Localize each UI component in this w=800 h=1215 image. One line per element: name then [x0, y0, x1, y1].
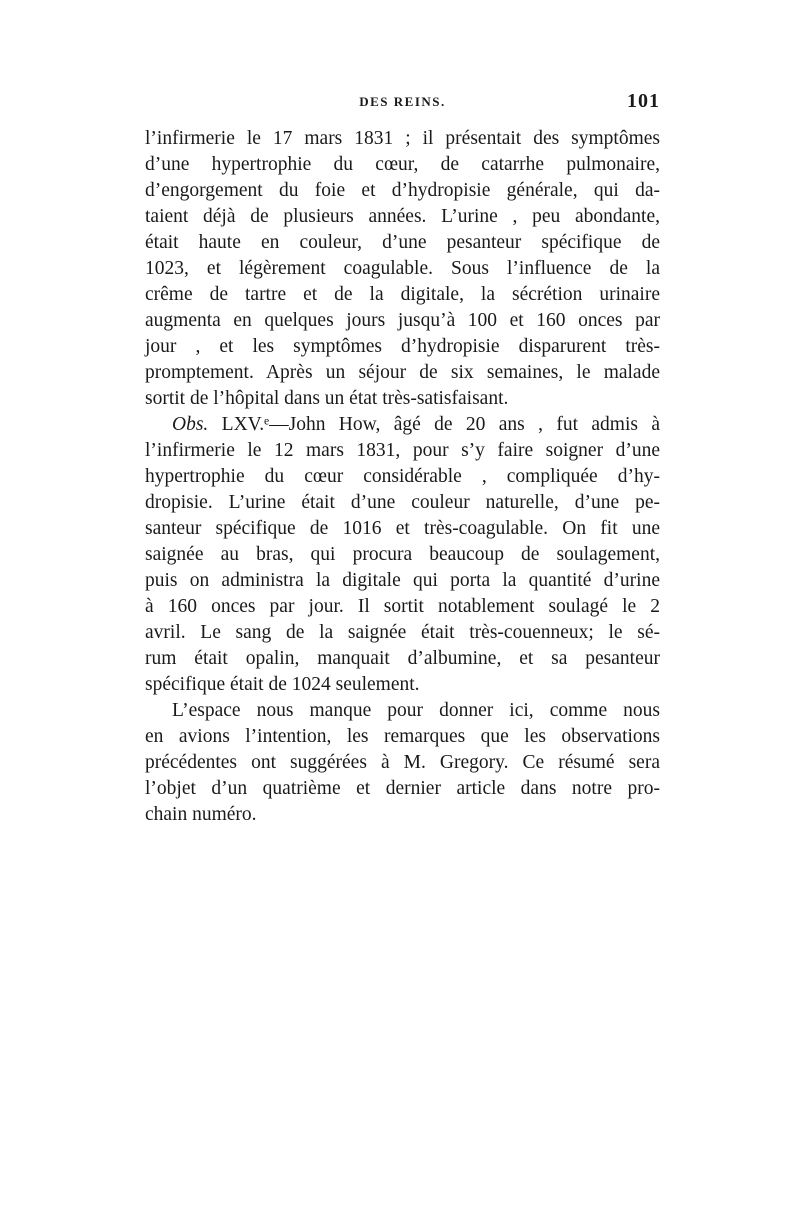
text-line: avril. Le sang de la saignée était très-couenneux; le sé-	[145, 622, 660, 643]
closing-paragraph	[145, 698, 660, 828]
text-line: 1023, et légèrement coagulable. Sous l’influence de la	[145, 258, 660, 279]
text-line: saignée au bras, qui procura beaucoup de soulagement,	[145, 544, 660, 565]
body-text	[145, 126, 660, 828]
paragraph-continued	[145, 126, 660, 412]
observation-lxv	[145, 412, 660, 698]
text-line: puis on administra la digitale qui porta la quantité d’urine	[145, 570, 660, 591]
text-line: promptement. Après un séjour de six semaines, le malade	[145, 362, 660, 383]
text-line: rum était opalin, manquait d’albumine, et sa pesanteur	[145, 648, 660, 669]
text-line: santeur spécifique de 1016 et très-coagulable. On fit une	[145, 518, 660, 539]
obs-label: Obs.	[172, 414, 209, 435]
running-head-title: DES REINS.	[359, 94, 446, 109]
running-head	[145, 90, 660, 116]
page-number: 101	[627, 90, 660, 112]
text-line: était haute en couleur, d’une pesanteur spécifique de	[145, 232, 660, 253]
text-line: sortit de l’hôpital dans un état très-satisfaisant.	[145, 388, 509, 409]
text-line-first	[145, 412, 660, 438]
text-line: augmenta en quelques jours jusqu’à 100 et 160 onces par	[145, 310, 660, 331]
text-line: l’objet d’un quatrième et dernier article dans notre pro-	[145, 778, 660, 799]
text-line: jour , et les symptômes d’hydropisie disparurent très-	[145, 336, 660, 357]
text-line: spécifique était de 1024 seulement.	[145, 674, 420, 695]
text-line: l’infirmerie le 12 mars 1831, pour s’y faire soigner d’une	[145, 440, 660, 461]
text-line: taient déjà de plusieurs années. L’urine , peu abondante,	[145, 206, 660, 227]
text-line: à 160 onces par jour. Il sortit notablement soulagé le 2	[145, 596, 660, 617]
text-line: d’engorgement du foie et d’hydropisie générale, qui da-	[145, 180, 660, 201]
text-line: L’espace nous manque pour donner ici, comme nous	[172, 700, 660, 721]
text-line: crême de tartre et de la digitale, la sécrétion urinaire	[145, 284, 660, 305]
text-line: chain numéro.	[145, 804, 257, 825]
text-line: dropisie. L’urine était d’une couleur naturelle, d’une pe-	[145, 492, 660, 513]
text-line: l’infirmerie le 17 mars 1831 ; il présentait des symptômes	[145, 128, 660, 149]
text-line: précédentes ont suggérées à M. Gregory. Ce résumé sera	[145, 752, 660, 773]
text-line-rest: LXV.ᵉ—John How, âgé de 20 ans , fut admis à	[208, 414, 660, 435]
text-line: hypertrophie du cœur considérable , compliquée d’hy-	[145, 466, 660, 487]
text-line: d’une hypertrophie du cœur, de catarrhe pulmonaire,	[145, 154, 660, 175]
text-line: en avions l’intention, les remarques que les observations	[145, 726, 660, 747]
